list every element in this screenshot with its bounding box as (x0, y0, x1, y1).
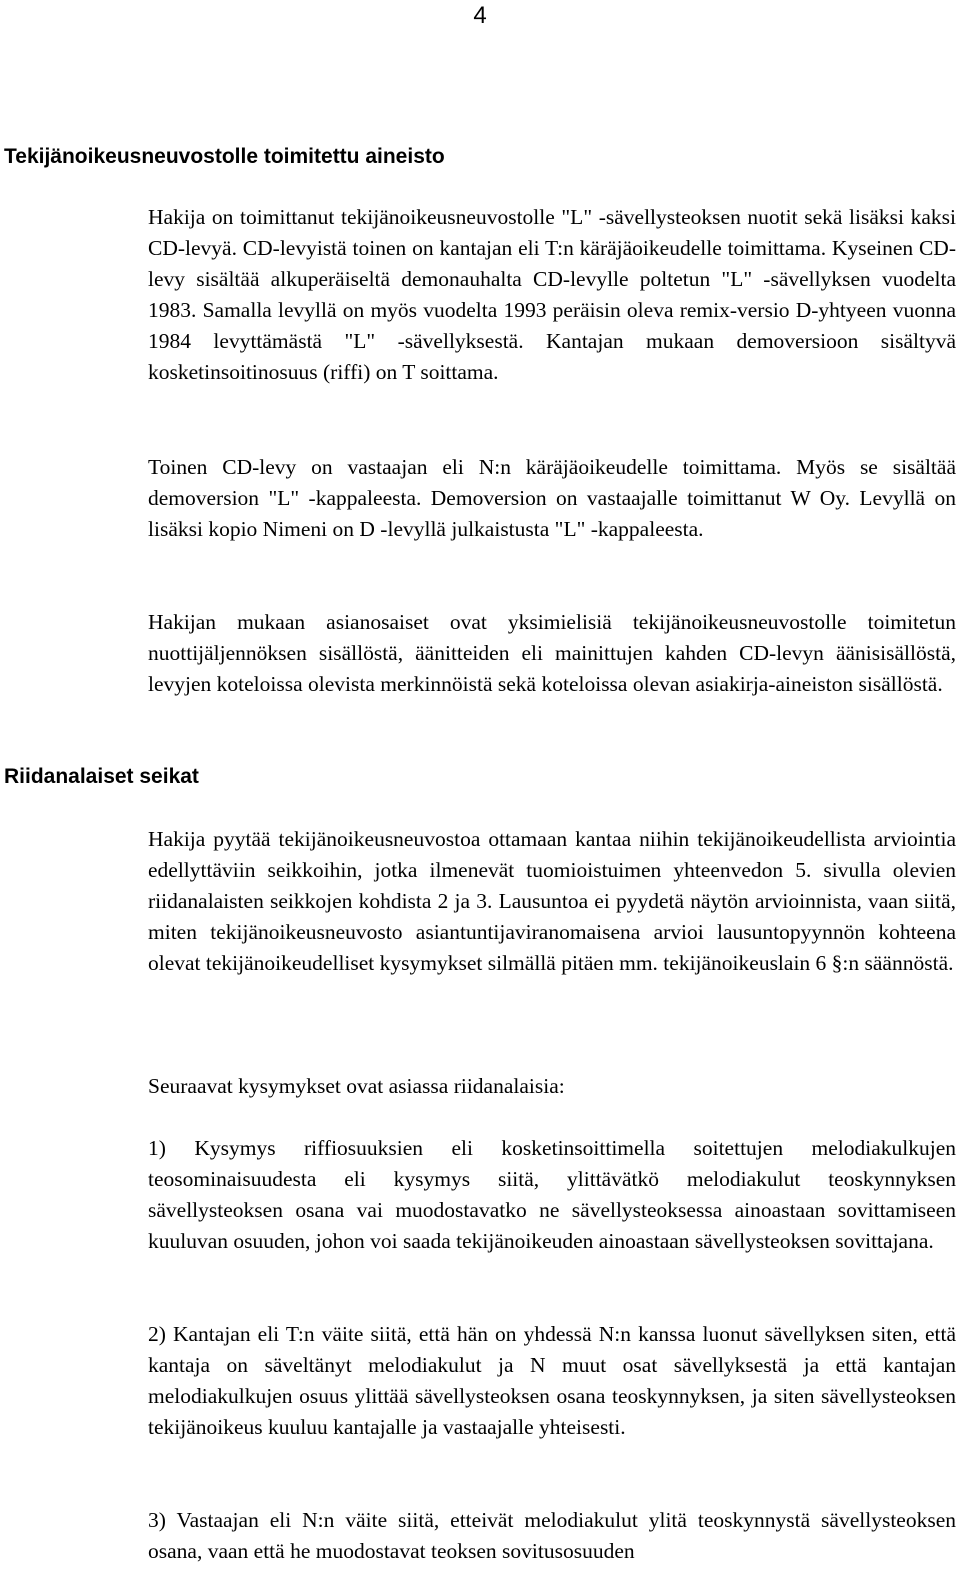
page-number: 4 (473, 2, 487, 29)
paragraph-second-cd: Toinen CD-levy on vastaajan eli N:n käräjäoikeudelle toimittama. Myös se sisältää demoversion "L" -kappaleesta. Demoversion on vastaajalle toimittanut W Oy. Levyllä on lisäksi kopio Nimeni on D -levyllä julkaistusta "L" -kappaleesta. (148, 455, 956, 541)
paragraph-parties-agreement: Hakijan mukaan asianosaiset ovat yksimielisiä tekijänoikeusneuvostolle toimitetun nuottijäljennöksen sisällöstä, äänitteiden eli mainittujen kahden CD-levyn äänisisällöstä, levyjen koteloissa olevista merkinnöistä sekä koteloissa olevan asiakirja-aineiston sisällöstä. (148, 610, 956, 696)
section-heading-disputed-matters: Riidanalaiset seikat (4, 765, 199, 788)
paragraph-question-3: 3) Vastaajan eli N:n väite siitä, etteivät melodiakulut ylitä teoskynnystä sävellysteoksen osana, vaan että he muodostavat teoksen sovitusosuuden (148, 1508, 956, 1563)
paragraph-request-statement: Hakija pyytää tekijänoikeusneuvostoa ottamaan kantaa niihin tekijänoikeudellista arviointia edellyttäviin seikkoihin, jotka ilmenevät tuomioistuimen yhteenvedon 5. sivulla olevien riidanalaisten seikkojen kohdista 2 ja 3. Lausuntoa ei pyydetä näytön arvioinnista, vaan siitä, miten tekijänoikeusneuvosto asiantuntijaviranomaisena arvioi lausuntopyynnön kohteena olevat tekijänoikeudelliset kysymykset silmällä pitäen mm. tekijänoikeuslain 6 §:n säännöstä. (148, 827, 956, 975)
paragraph-submitted-sheet-music: Hakija on toimittanut tekijänoikeusneuvostolle "L" -sävellysteoksen nuotit sekä lisäksi kaksi CD-levyä. CD-levyistä toinen on kantajan eli T:n käräjäoikeudelle toimittama. Kyseinen CD-levy sisältää alkuperäiseltä demonauhalta CD-levylle poltetun "L" -sävellyksen vuodelta 1983. Samalla levyllä on myös vuodelta 1993 peräisin oleva remix-versio D-yhtyeen vuonna 1984 levyttämästä "L" -sävellyksestä. Kantajan mukaan demoversioon sisältyvä kosketinsoitinosuus (riffi) on T soittama. (148, 205, 956, 384)
section-heading-submitted-material: Tekijänoikeusneuvostolle toimitettu aineisto (4, 145, 445, 168)
paragraph-question-1: 1) Kysymys riffiosuuksien eli kosketinsoittimella soitettujen melodiakulkujen teosominaisuudesta eli kysymys siitä, ylittävätkö melodiakulut teoskynnyksen sävellysteoksen osana vai muodostavatko ne sävellysteoksessa ainoastaan sovittamiseen kuuluvan osuuden, johon voi saada tekijänoikeuden ainoastaan sävellysteoksen sovittajana. (148, 1136, 956, 1253)
paragraph-disputed-questions-intro: Seuraavat kysymykset ovat asiassa riidanalaisia: (148, 1074, 565, 1098)
paragraph-question-2: 2) Kantajan eli T:n väite siitä, että hän on yhdessä N:n kanssa luonut sävellyksen siten, että kantaja on säveltänyt melodiakulut ja N muut osat sävellyksestä ja että kantajan melodiakulkujen osuus ylittää sävellysteoksen osana teoskynnyksen, ja siten sävellysteoksen tekijänoikeus kuuluu kantajalle ja vastaajalle yhteisesti. (148, 1322, 956, 1439)
